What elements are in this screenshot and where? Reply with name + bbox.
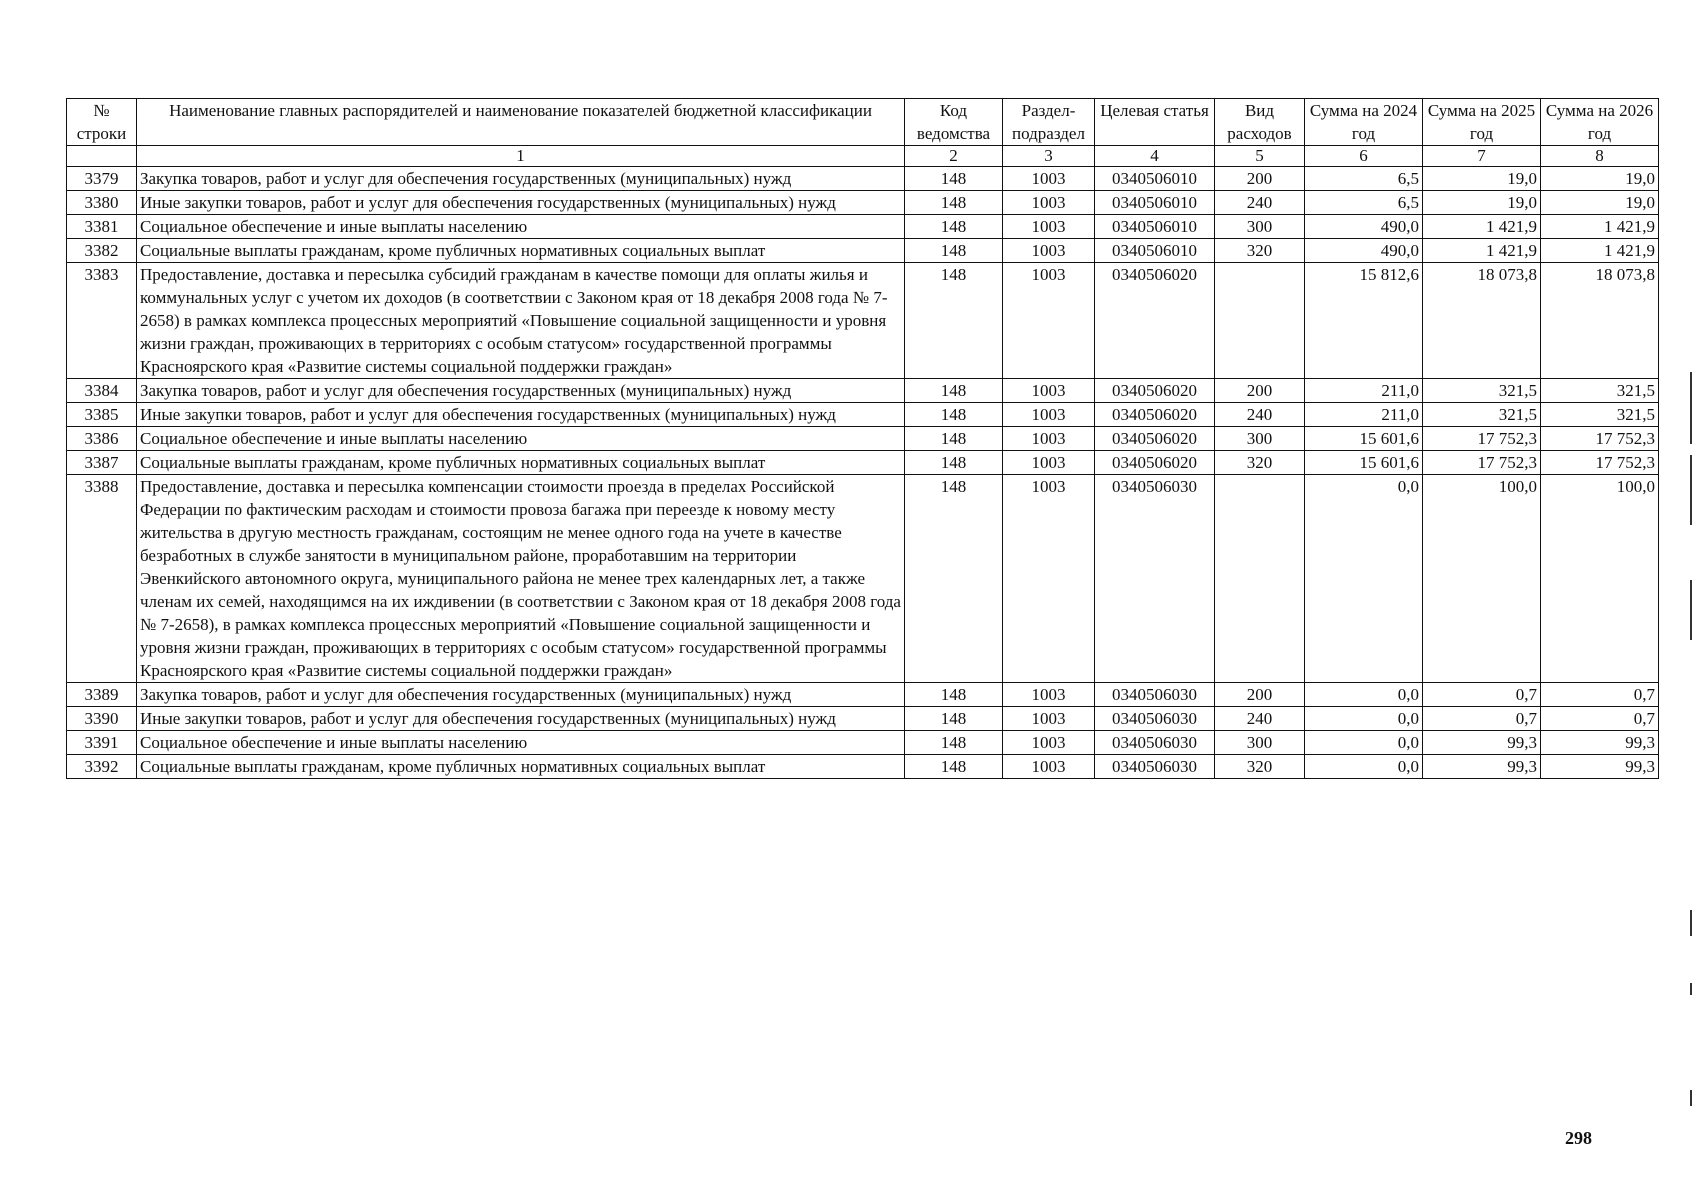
sum-2025: 17 752,3 xyxy=(1423,451,1541,475)
table-row xyxy=(67,755,1659,779)
target-article: 0340506010 xyxy=(1095,215,1215,239)
dept-code: 148 xyxy=(905,263,1003,379)
header-section: Раздел-подраздел xyxy=(1003,99,1095,146)
row-name: Иные закупки товаров, работ и услуг для обеспечения государственных (муниципальных) нужд xyxy=(137,403,905,427)
section-code: 1003 xyxy=(1003,451,1095,475)
row-number: 3388 xyxy=(67,475,137,683)
header-sum-2026: Сумма на 2026 год xyxy=(1541,99,1659,146)
target-article: 0340506030 xyxy=(1095,475,1215,683)
row-number: 3380 xyxy=(67,191,137,215)
sum-2024: 0,0 xyxy=(1305,755,1423,779)
row-number: 3379 xyxy=(67,167,137,191)
header-target: Целевая статья xyxy=(1095,99,1215,146)
sum-2026: 0,7 xyxy=(1541,683,1659,707)
target-article: 0340506020 xyxy=(1095,451,1215,475)
table-row xyxy=(67,427,1659,451)
sum-2025: 99,3 xyxy=(1423,731,1541,755)
expense-type: 300 xyxy=(1215,427,1305,451)
table-row xyxy=(67,379,1659,403)
header-sum-2024: Сумма на 2024 год xyxy=(1305,99,1423,146)
sum-2024: 211,0 xyxy=(1305,403,1423,427)
header-row-no: № строки xyxy=(67,99,137,146)
column-number: 4 xyxy=(1095,146,1215,167)
sum-2024: 15 601,6 xyxy=(1305,451,1423,475)
dept-code: 148 xyxy=(905,167,1003,191)
row-number: 3391 xyxy=(67,731,137,755)
target-article: 0340506020 xyxy=(1095,263,1215,379)
row-name: Закупка товаров, работ и услуг для обеспечения государственных (муниципальных) нужд xyxy=(137,167,905,191)
target-article: 0340506030 xyxy=(1095,683,1215,707)
header-dept: Код ведомства xyxy=(905,99,1003,146)
sum-2026: 17 752,3 xyxy=(1541,427,1659,451)
table-row xyxy=(67,215,1659,239)
table-row xyxy=(67,167,1659,191)
column-number xyxy=(67,146,137,167)
row-name: Иные закупки товаров, работ и услуг для обеспечения государственных (муниципальных) нужд xyxy=(137,707,905,731)
scan-mark xyxy=(1690,455,1692,525)
header-name: Наименование главных распорядителей и наименование показателей бюджетной классификации xyxy=(137,99,905,146)
column-number: 2 xyxy=(905,146,1003,167)
target-article: 0340506020 xyxy=(1095,379,1215,403)
row-number: 3383 xyxy=(67,263,137,379)
sum-2025: 99,3 xyxy=(1423,755,1541,779)
row-name: Иные закупки товаров, работ и услуг для обеспечения государственных (муниципальных) нужд xyxy=(137,191,905,215)
dept-code: 148 xyxy=(905,239,1003,263)
section-code: 1003 xyxy=(1003,191,1095,215)
table-body xyxy=(67,167,1659,779)
section-code: 1003 xyxy=(1003,683,1095,707)
section-code: 1003 xyxy=(1003,707,1095,731)
expense-type xyxy=(1215,475,1305,683)
sum-2025: 18 073,8 xyxy=(1423,263,1541,379)
scan-mark xyxy=(1690,372,1692,444)
expense-type: 320 xyxy=(1215,451,1305,475)
column-number: 1 xyxy=(137,146,905,167)
table-row xyxy=(67,191,1659,215)
page-number: 298 xyxy=(1565,1128,1592,1148)
expense-type xyxy=(1215,263,1305,379)
scan-mark xyxy=(1690,983,1692,995)
sum-2025: 0,7 xyxy=(1423,683,1541,707)
expense-type: 200 xyxy=(1215,379,1305,403)
scan-mark xyxy=(1690,580,1692,640)
dept-code: 148 xyxy=(905,427,1003,451)
sum-2026: 19,0 xyxy=(1541,167,1659,191)
section-code: 1003 xyxy=(1003,263,1095,379)
column-number: 7 xyxy=(1423,146,1541,167)
column-number: 3 xyxy=(1003,146,1095,167)
expense-type: 300 xyxy=(1215,731,1305,755)
expense-type: 240 xyxy=(1215,707,1305,731)
row-name: Социальные выплаты гражданам, кроме публичных нормативных социальных выплат xyxy=(137,239,905,263)
dept-code: 148 xyxy=(905,707,1003,731)
table-row xyxy=(67,707,1659,731)
dept-code: 148 xyxy=(905,683,1003,707)
row-name: Закупка товаров, работ и услуг для обеспечения государственных (муниципальных) нужд xyxy=(137,379,905,403)
row-name: Предоставление, доставка и пересылка субсидий гражданам в качестве помощи для оплаты жилья и коммунальных услуг с учетом их доходов (в соответствии с Законом края от 18 декабря 2008 года № 7-2658) в рамках комплекса процессных мероприятий «Повышение социальной защищенности и уровня жизни граждан, проживающих в территориях с особым статусом» государственной программы Красноярского края «Развитие системы социальной поддержки граждан» xyxy=(137,263,905,379)
target-article: 0340506010 xyxy=(1095,239,1215,263)
table-row xyxy=(67,731,1659,755)
row-name: Социальное обеспечение и иные выплаты населению xyxy=(137,215,905,239)
sum-2025: 100,0 xyxy=(1423,475,1541,683)
section-code: 1003 xyxy=(1003,475,1095,683)
sum-2024: 0,0 xyxy=(1305,731,1423,755)
column-number: 6 xyxy=(1305,146,1423,167)
row-number: 3386 xyxy=(67,427,137,451)
row-number: 3382 xyxy=(67,239,137,263)
header-row xyxy=(67,99,1659,146)
sum-2026: 321,5 xyxy=(1541,403,1659,427)
column-number: 8 xyxy=(1541,146,1659,167)
sum-2024: 490,0 xyxy=(1305,239,1423,263)
expense-type: 240 xyxy=(1215,403,1305,427)
sum-2025: 1 421,9 xyxy=(1423,239,1541,263)
section-code: 1003 xyxy=(1003,239,1095,263)
sum-2026: 0,7 xyxy=(1541,707,1659,731)
row-name: Социальное обеспечение и иные выплаты населению xyxy=(137,731,905,755)
column-number: 5 xyxy=(1215,146,1305,167)
expense-type: 300 xyxy=(1215,215,1305,239)
table-row xyxy=(67,239,1659,263)
header-exp-type: Вид расходов xyxy=(1215,99,1305,146)
dept-code: 148 xyxy=(905,191,1003,215)
sum-2024: 6,5 xyxy=(1305,167,1423,191)
section-code: 1003 xyxy=(1003,215,1095,239)
target-article: 0340506020 xyxy=(1095,403,1215,427)
dept-code: 148 xyxy=(905,731,1003,755)
section-code: 1003 xyxy=(1003,379,1095,403)
section-code: 1003 xyxy=(1003,755,1095,779)
header-sum-2025: Сумма на 2025 год xyxy=(1423,99,1541,146)
sum-2025: 321,5 xyxy=(1423,379,1541,403)
sum-2026: 99,3 xyxy=(1541,731,1659,755)
row-name: Социальное обеспечение и иные выплаты населению xyxy=(137,427,905,451)
sum-2025: 19,0 xyxy=(1423,167,1541,191)
row-name: Закупка товаров, работ и услуг для обеспечения государственных (муниципальных) нужд xyxy=(137,683,905,707)
expense-type: 240 xyxy=(1215,191,1305,215)
row-number: 3381 xyxy=(67,215,137,239)
target-article: 0340506010 xyxy=(1095,167,1215,191)
expense-type: 320 xyxy=(1215,755,1305,779)
sum-2024: 490,0 xyxy=(1305,215,1423,239)
sum-2026: 99,3 xyxy=(1541,755,1659,779)
sum-2024: 6,5 xyxy=(1305,191,1423,215)
row-name: Социальные выплаты гражданам, кроме публичных нормативных социальных выплат xyxy=(137,755,905,779)
row-number: 3387 xyxy=(67,451,137,475)
sum-2024: 0,0 xyxy=(1305,683,1423,707)
row-name: Социальные выплаты гражданам, кроме публичных нормативных социальных выплат xyxy=(137,451,905,475)
table-row xyxy=(67,403,1659,427)
sum-2024: 0,0 xyxy=(1305,707,1423,731)
row-number: 3392 xyxy=(67,755,137,779)
dept-code: 148 xyxy=(905,755,1003,779)
target-article: 0340506030 xyxy=(1095,707,1215,731)
sum-2025: 1 421,9 xyxy=(1423,215,1541,239)
table-row xyxy=(67,451,1659,475)
dept-code: 148 xyxy=(905,403,1003,427)
column-number-row xyxy=(67,146,1659,167)
section-code: 1003 xyxy=(1003,731,1095,755)
dept-code: 148 xyxy=(905,451,1003,475)
row-number: 3385 xyxy=(67,403,137,427)
sum-2024: 0,0 xyxy=(1305,475,1423,683)
table-row xyxy=(67,263,1659,379)
target-article: 0340506030 xyxy=(1095,731,1215,755)
sum-2026: 17 752,3 xyxy=(1541,451,1659,475)
row-number: 3389 xyxy=(67,683,137,707)
dept-code: 148 xyxy=(905,215,1003,239)
row-number: 3390 xyxy=(67,707,137,731)
row-number: 3384 xyxy=(67,379,137,403)
section-code: 1003 xyxy=(1003,427,1095,451)
sum-2024: 211,0 xyxy=(1305,379,1423,403)
sum-2025: 321,5 xyxy=(1423,403,1541,427)
table-row xyxy=(67,683,1659,707)
expense-type: 320 xyxy=(1215,239,1305,263)
sum-2026: 19,0 xyxy=(1541,191,1659,215)
target-article: 0340506010 xyxy=(1095,191,1215,215)
expense-type: 200 xyxy=(1215,683,1305,707)
sum-2026: 1 421,9 xyxy=(1541,215,1659,239)
section-code: 1003 xyxy=(1003,403,1095,427)
sum-2025: 0,7 xyxy=(1423,707,1541,731)
section-code: 1003 xyxy=(1003,167,1095,191)
sum-2026: 100,0 xyxy=(1541,475,1659,683)
table-row xyxy=(67,475,1659,683)
sum-2026: 321,5 xyxy=(1541,379,1659,403)
target-article: 0340506030 xyxy=(1095,755,1215,779)
sum-2025: 17 752,3 xyxy=(1423,427,1541,451)
sum-2024: 15 601,6 xyxy=(1305,427,1423,451)
dept-code: 148 xyxy=(905,379,1003,403)
row-name: Предоставление, доставка и пересылка компенсации стоимости проезда в пределах Российской Федерации по фактическим расходам и стоимости провоза багажа при переезде к новому месту жительства в другую местность гражданам, состоящим не менее одного года на учете в качестве безработных в службе занятости в муниципальном районе, проработавшим на территории Эвенкийского автономного округа, муниципального района не менее трех календарных лет, а также членам их семей, находящимся на их иждивении (в соответствии с Законом края от 18 декабря 2008 года № 7-2658), в рамках комплекса процессных мероприятий «Повышение социальной защищенности и уровня жизни граждан, проживающих в территориях с особым статусом» государственной программы Красноярского края «Развитие системы социальной поддержки граждан» xyxy=(137,475,905,683)
scan-mark xyxy=(1690,1090,1692,1106)
sum-2024: 15 812,6 xyxy=(1305,263,1423,379)
sum-2026: 18 073,8 xyxy=(1541,263,1659,379)
sum-2026: 1 421,9 xyxy=(1541,239,1659,263)
dept-code: 148 xyxy=(905,475,1003,683)
scan-mark xyxy=(1690,910,1692,936)
budget-table xyxy=(66,98,1659,779)
sum-2025: 19,0 xyxy=(1423,191,1541,215)
expense-type: 200 xyxy=(1215,167,1305,191)
target-article: 0340506020 xyxy=(1095,427,1215,451)
